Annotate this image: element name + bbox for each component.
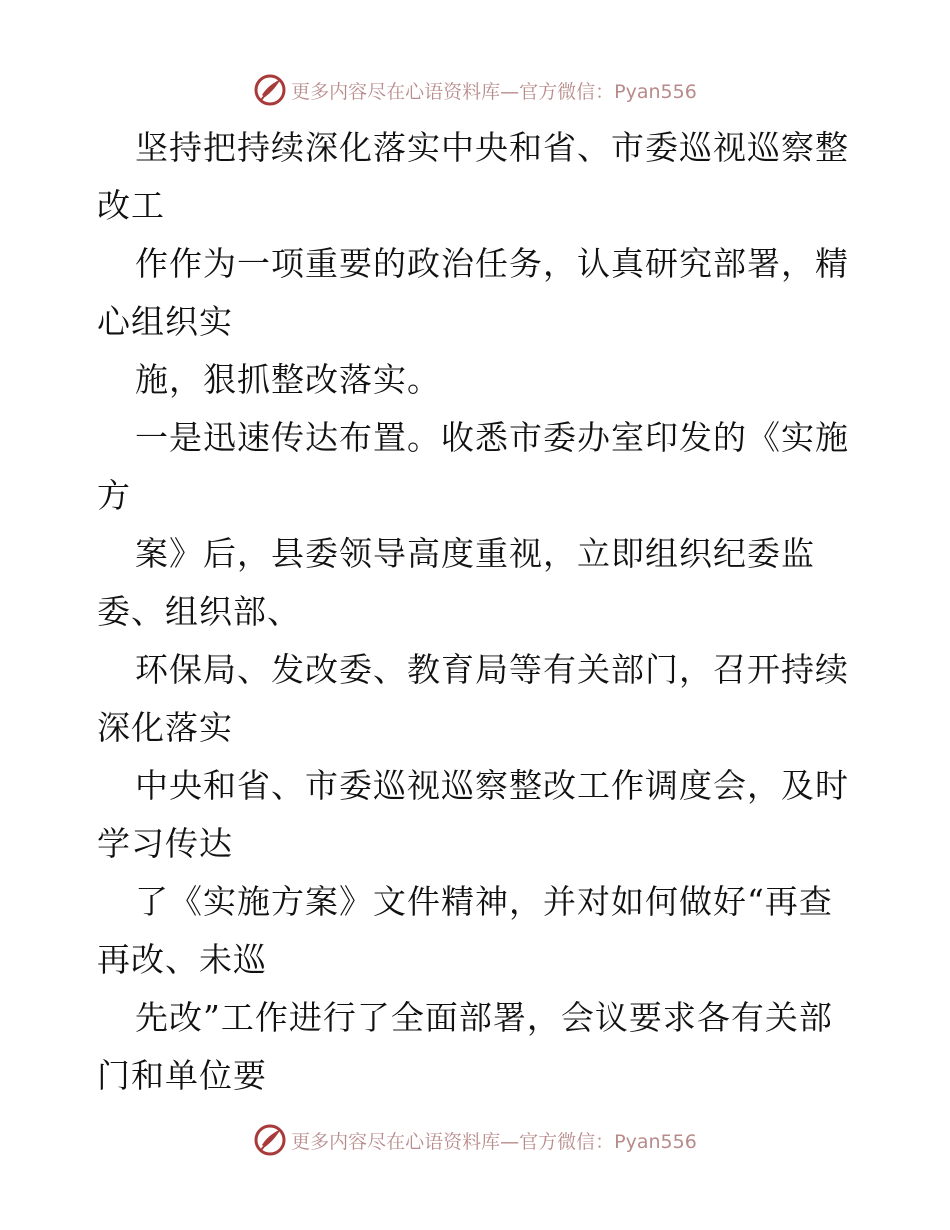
paragraph-1-line-2: 改工 — [97, 186, 165, 225]
paragraph-2-line-1: 作作为一项重要的政治任务，认真研究部署，精 — [135, 244, 849, 283]
paragraph-2-line-2: 心组织实 — [97, 302, 233, 341]
paragraph-1-line-1: 坚持把持续深化落实中央和省、市委巡视巡察整 — [135, 128, 849, 167]
paragraph-4-line-2: 方 — [97, 476, 131, 515]
header-watermark-banner — [0, 70, 950, 110]
watermark-text: 更多内容尽在心语资料库—官方微信：Pyan556 — [291, 80, 697, 103]
paragraph-7-line-1: 中央和省、市委巡视巡察整改工作调度会，及时 — [135, 766, 849, 805]
paragraph-9-line-2: 门和单位要 — [97, 1056, 267, 1095]
paragraph-3-line-1: 施，狠抓整改落实。 — [135, 360, 441, 399]
quill-logo-icon — [253, 1123, 287, 1157]
quill-logo-icon — [253, 73, 287, 107]
paragraph-9-line-1: 先改”工作进行了全面部署，会议要求各有关部 — [135, 998, 833, 1037]
paragraph-7-line-2: 学习传达 — [97, 824, 233, 863]
watermark-text: 更多内容尽在心语资料库—官方微信：Pyan556 — [291, 1130, 697, 1153]
footer-watermark-banner — [0, 1120, 950, 1160]
paragraph-5-line-2: 委、组织部、 — [97, 592, 301, 631]
paragraph-8-line-1: 了《实施方案》文件精神，并对如何做好“再查 — [135, 882, 833, 921]
paragraph-5-line-1: 案》后，县委领导高度重视，立即组织纪委监 — [135, 534, 815, 573]
paragraph-8-line-2: 再改、未巡 — [97, 940, 267, 979]
paragraph-6-line-1: 环保局、发改委、教育局等有关部门，召开持续 — [135, 650, 849, 689]
paragraph-6-line-2: 深化落实 — [97, 708, 233, 747]
paragraph-4-line-1: 一是迅速传达布置。收悉市委办室印发的《实施 — [135, 418, 849, 457]
